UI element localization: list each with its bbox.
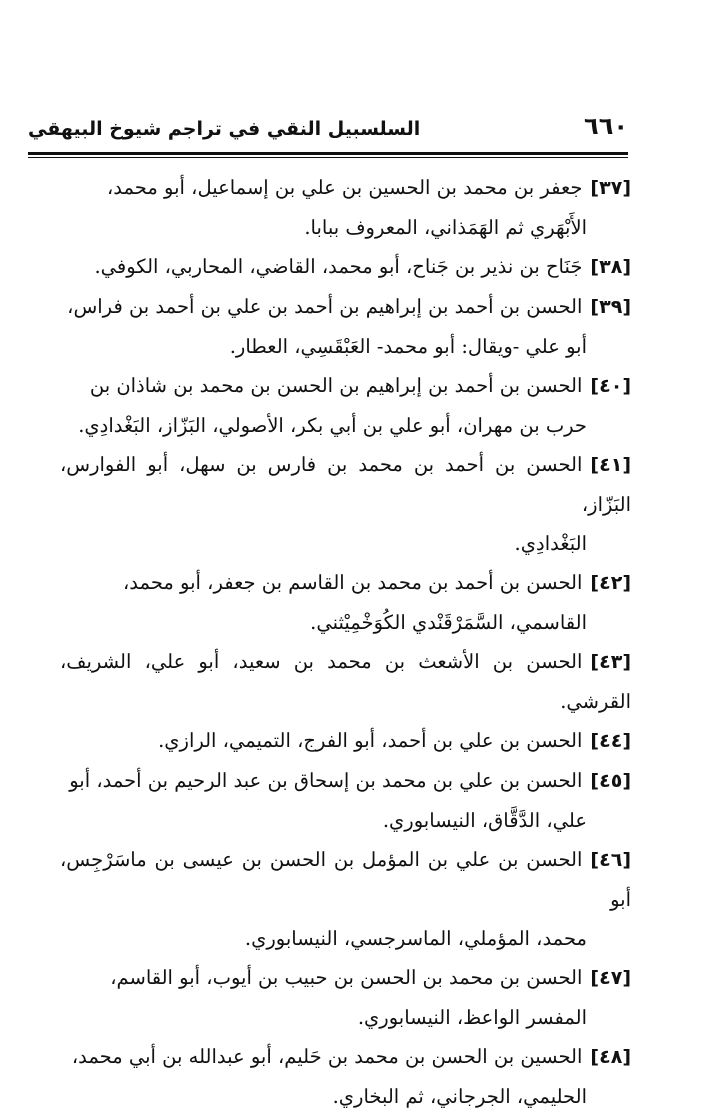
entry-text-continued: القاسمي، السَّمَرْقَنْدي الكُوَخْمِيْثني.	[310, 611, 587, 634]
entry-text: الحسن بن محمد بن الحسن بن حبيب بن أيوب، أبو القاسم،	[110, 966, 583, 989]
biography-entry	[60, 247, 631, 287]
biography-entry	[60, 761, 631, 840]
entry-text: جعفر بن محمد بن الحسين بن علي بن إسماعيل، أبو محمد،	[107, 176, 583, 199]
biography-list	[60, 168, 631, 1116]
entry-text-continued: الأَبْهَري ثم الهَمَذاني، المعروف ببابا.	[304, 216, 587, 239]
biography-entry	[60, 366, 631, 445]
biography-entry	[60, 563, 631, 642]
entry-number: [٤٢]	[590, 572, 631, 594]
entry-number: [٤٧]	[590, 967, 631, 989]
page-header	[28, 112, 628, 152]
entry-number: [٣٨]	[590, 256, 631, 278]
entry-text: الحسن بن أحمد بن إبراهيم بن أحمد بن علي بن أحمد بن فراس،	[67, 295, 583, 318]
entry-number: [٣٩]	[590, 296, 631, 318]
entry-number: [٤٤]	[590, 730, 631, 752]
header-rule-thin	[28, 157, 628, 158]
page-number: ٦٦٠	[584, 112, 628, 140]
entry-number: [٤٨]	[590, 1046, 631, 1068]
entry-text: الحسن بن أحمد بن إبراهيم بن الحسن بن محمد بن شاذان بن	[89, 374, 583, 397]
entry-text-continued: أبو علي -ويقال: أبو محمد- العَبْقَسِي، العطار.	[229, 335, 587, 358]
entry-text-continued: علي، الدَّقَّاق، النيسابوري.	[382, 809, 587, 832]
entry-text-continued: الحليمي، الجرجاني، ثم البخاري.	[332, 1085, 587, 1108]
entry-number: [٣٧]	[590, 177, 631, 199]
entry-text: الحسن بن أحمد بن محمد بن فارس بن سهل، أبو الفوارس، البَزّاز،	[60, 453, 631, 516]
entry-text-continued: البَغْدادِي.	[514, 532, 587, 555]
entry-number: [٤٠]	[590, 375, 631, 397]
entry-text-continued: المفسر الواعظ، النيسابوري.	[357, 1006, 587, 1029]
biography-entry	[60, 168, 631, 247]
entry-text-continued: حرب بن مهران، أبو علي بن أبي بكر، الأصولي، البَزّاز، البَغْدادِي.	[78, 414, 587, 437]
entry-text: الحسين بن الحسن بن محمد بن حَليم، أبو عبدالله بن أبي محمد،	[71, 1045, 583, 1068]
biography-entry	[60, 445, 631, 563]
biography-entry	[60, 1037, 631, 1116]
biography-entry	[60, 958, 631, 1037]
entry-text: الحسن بن الأشعث بن محمد بن سعيد، أبو علي، الشريف، القرشي.	[60, 650, 631, 713]
entry-text: الحسن بن علي بن المؤمل بن الحسن بن عيسى بن ماسَرْجِس، أبو	[60, 848, 631, 911]
biography-entry	[60, 642, 631, 721]
biography-entry	[60, 721, 631, 761]
entry-text: الحسن بن علي بن أحمد، أبو الفرج، التميمي، الرازي.	[158, 729, 583, 752]
entry-text: جَنَاح بن نذير بن جَناح، أبو محمد، القاضي، المحاربي، الكوفي.	[94, 255, 583, 278]
entry-text: الحسن بن علي بن محمد بن إسحاق بن عبد الرحيم بن أحمد، أبو	[69, 769, 583, 792]
entry-number: [٤٥]	[590, 770, 631, 792]
entry-number: [٤٦]	[590, 849, 631, 871]
entry-number: [٤١]	[590, 454, 631, 476]
biography-entry	[60, 840, 631, 958]
biography-entry	[60, 287, 631, 366]
entry-text: الحسن بن أحمد بن محمد بن القاسم بن جعفر، أبو محمد،	[123, 571, 583, 594]
header-rule	[28, 152, 628, 155]
entry-text-continued: محمد، المؤملي، الماسرجسي، النيسابوري.	[244, 927, 587, 950]
running-title: السلسبيل النقي في تراجم شيوخ البيهقي	[28, 118, 421, 140]
entry-number: [٤٣]	[590, 651, 631, 673]
